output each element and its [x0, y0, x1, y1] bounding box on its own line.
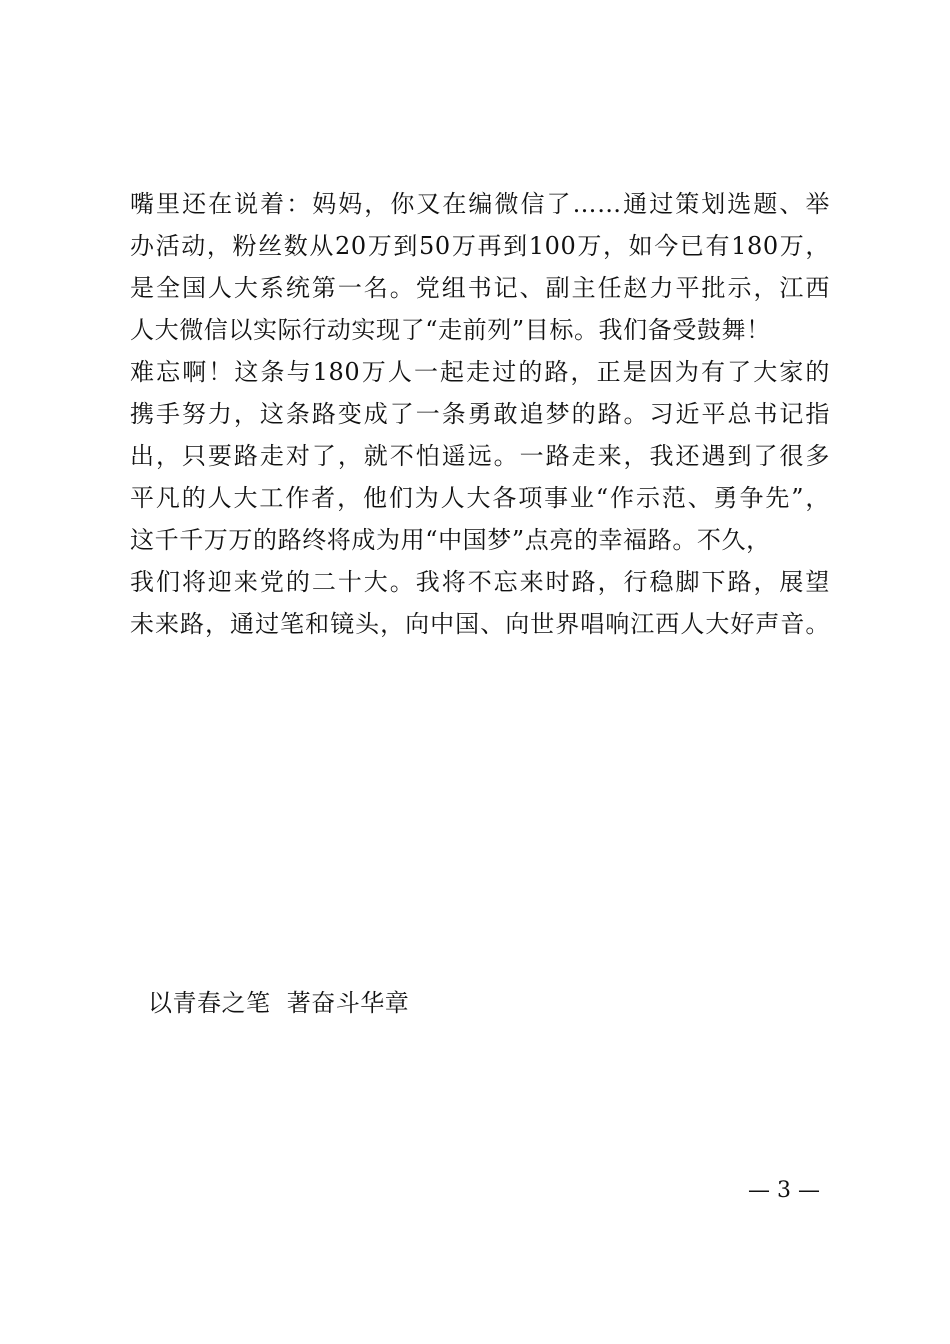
paragraph-line: 未来路，通过笔和镜头，向中国、向世界唱响江西人大好声音。 — [130, 610, 830, 638]
paragraph-line: 这千千万万的路终将成为用“中国梦”点亮的幸福路。不久， — [130, 526, 771, 554]
paragraph-line: 办活动，粉丝数从20万到50万再到100万，如今已有180万， — [130, 232, 830, 260]
paragraph-line: 是全国人大系统第一名。党组书记、副主任赵力平批示，江西 — [130, 274, 830, 302]
paragraph-line: 出，只要路走对了，就不怕遥远。一路走来，我还遇到了很多 — [130, 442, 830, 470]
body-paragraph — [130, 183, 830, 645]
footer-title: 以青春之笔 著奋斗华章 — [148, 989, 410, 1017]
paragraph-line: 我们将迎来党的二十大。我将不忘来时路，行稳脚下路，展望 — [130, 568, 830, 596]
page-number: — 3 — — [748, 1178, 820, 1203]
paragraph-line: 嘴里还在说着：妈妈，你又在编微信了……通过策划选题、举 — [130, 190, 830, 218]
paragraph-line: 平凡的人大工作者，他们为人大各项事业“作示范、勇争先”， — [130, 484, 830, 512]
paragraph-line: 携手努力，这条路变成了一条勇敢追梦的路。习近平总书记指 — [130, 400, 830, 428]
paragraph-line: 难忘啊！这条与180万人一起走过的路，正是因为有了大家的 — [130, 358, 830, 386]
paragraph-line: 人大微信以实际行动实现了“走前列”目标。我们备受鼓舞！ — [130, 316, 771, 344]
